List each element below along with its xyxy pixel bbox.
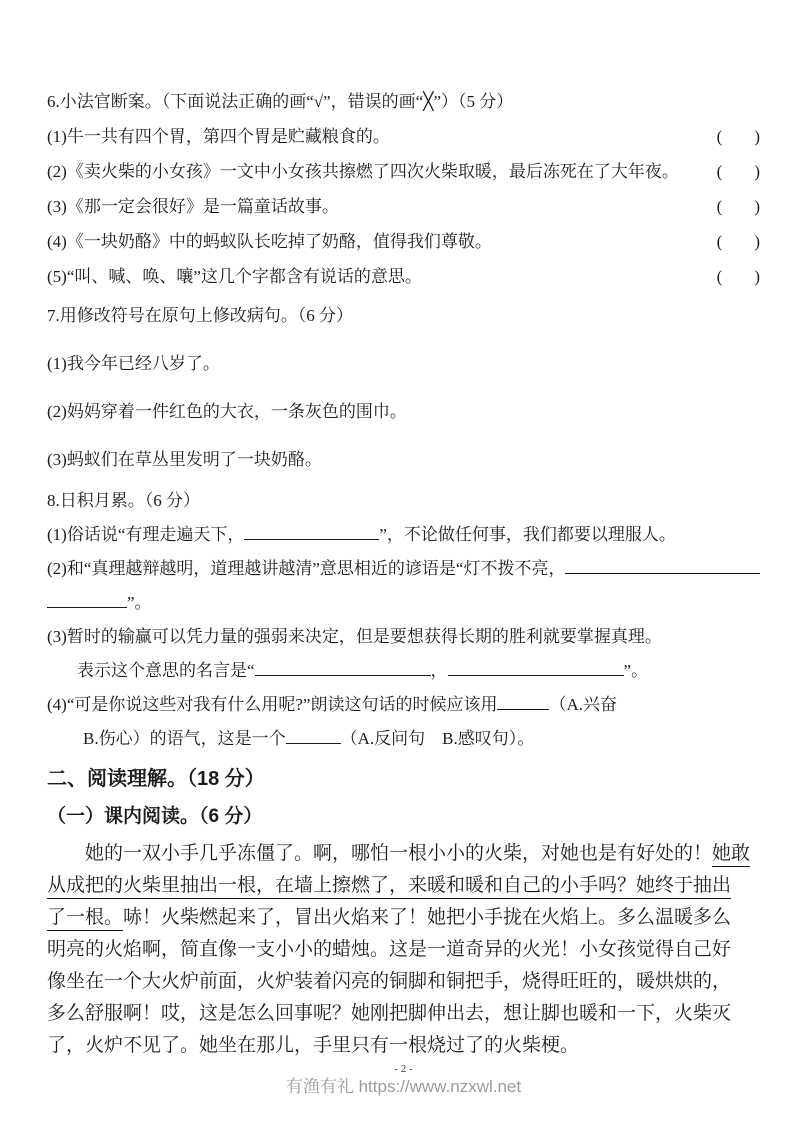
q8-item-3-cont-pre: 表示这个意思的名言是“ [77,661,255,680]
passage-text: 像坐在一个大火炉前面，火炉装着闪亮的铜脚和铜把手，烧得旺旺的，暖烘烘的， [47,971,732,992]
q8-item-2 [47,552,760,586]
q7-item-1: (1)我今年已经八岁了。 [47,354,220,373]
bracket-open: ( [716,197,723,216]
answer-blank [286,728,341,744]
bracket-open: ( [716,232,723,251]
page-footer [47,1063,760,1098]
bracket-close: ) [754,162,760,181]
answer-blank [244,524,379,540]
passage-line [47,1030,760,1062]
passage-line [47,838,760,870]
passage-line [47,902,760,934]
q8-item-4 [47,688,760,722]
passage-line [47,998,760,1030]
q8-item-2-cont-text: ”。 [127,593,152,612]
passage-text: 明亮的火焰啊，简直像一支小小的蜡烛。这是一道奇异的火光！小女孩觉得自己好 [47,939,732,960]
q8-item-4-cont-pre: B.伤心）的语气，这是一个 [83,729,286,748]
q6-item-2 [47,154,760,189]
q8-item-1-post: ”，不论做任何事，我们都要以理服人。 [379,525,676,544]
q8-title: 8.日积月累。（6 分） [47,491,200,510]
bracket-close: ) [754,127,760,146]
bracket-close: ) [754,267,760,286]
passage-underlined-text: 了一根。 [47,907,123,931]
answer-bracket [711,224,760,259]
passage-line [47,934,760,966]
q6-item-3-text: (3)《那一定会很好》是一篇童话故事。 [47,197,339,216]
q6-item-4-text: (4)《一块奶酪》中的蚂蚁队长吃掉了奶酪，值得我们尊敬。 [47,232,492,251]
answer-bracket [711,189,760,224]
passage-text: 哧！火柴燃起来了，冒出火焰来了！她把小手拢在火焰上。多么温暖多么 [123,907,732,928]
answer-blank [565,558,760,574]
passage-line [47,966,760,998]
passage-line [47,870,760,902]
q7-item-3: (3)蚂蚁们在草丛里发明了一块奶酪。 [47,450,322,469]
answer-bracket [711,259,760,294]
q8-item-2-pre: (2)和“真理越辩越明，道理越讲越清”意思相近的谚语是“灯不拨不亮， [47,559,566,578]
watermark-text: 有渔有礼 https://www.nzxwl.net [285,1077,522,1096]
answer-blank [47,592,127,608]
q6-item-1 [47,119,760,154]
q8-item-1-pre: (1)俗话说“有理走遍天下， [47,525,245,544]
passage-underlined-text: 她敢 [712,843,750,867]
bracket-open: ( [716,162,723,181]
passage-text: 她的一双小手几乎冻僵了。啊，哪怕一根小小的火柴，对她也是有好处的！ [85,843,713,864]
answer-blank [255,660,431,676]
q6-item-1-text: (1)牛一共有四个胃，第四个胃是贮藏粮食的。 [47,127,390,146]
bracket-open: ( [716,267,723,286]
q8-item-3: (3)暂时的输赢可以凭力量的强弱来决定，但是要想获得长期的胜利就要掌握真理。 [47,627,662,646]
q6-item-5-text: (5)“叫、喊、唤、嚷”这几个字都含有说话的意思。 [47,267,422,286]
q6-item-5 [47,259,760,294]
answer-bracket [711,154,760,189]
bracket-close: ) [754,197,760,216]
page-number: - 2 - [394,1063,413,1075]
q8-item-3-cont-mid: ， [430,661,448,680]
q6-item-4 [47,224,760,259]
q7-title: 7.用修改符号在原句上修改病句。（6 分） [47,306,353,325]
q8-item-4-pre: (4)“可是你说这些对我有什么用呢?”朗读这句话的时候应该用 [47,695,498,714]
q8-item-3-cont [47,654,760,688]
answer-bracket [711,119,760,154]
passage-text: 了，火炉不见了。她坐在那儿，手里只有一根烧过了的火柴梗。 [47,1035,580,1056]
passage-text: 多么舒服啊！哎，这是怎么回事呢？她刚把脚伸出去，想让脚也暖和一下，火柴灭 [47,1003,732,1024]
q8-item-4-cont [47,722,760,756]
reading-passage [47,838,760,1062]
answer-blank [497,694,549,710]
q8-item-2-cont [47,586,760,620]
part2-subheading: （一）课内阅读。（6 分） [47,806,263,827]
answer-blank [448,660,624,676]
bracket-open: ( [716,127,723,146]
bracket-close: ) [754,232,760,251]
q8-item-4-post: （A.兴奋 [549,695,617,714]
q8-item-4-cont-post: （A.反问句 B.感叹句）。 [340,729,535,748]
q7-item-2: (2)妈妈穿着一件红色的大衣，一条灰色的围巾。 [47,402,407,421]
q8-item-3-cont-post: ”。 [623,661,649,680]
q6-item-3 [47,189,760,224]
q8-item-1 [47,518,760,552]
part2-heading: 二、阅读理解。（18 分） [47,768,265,790]
passage-underlined-text: 从成把的火柴里抽出一根，在墙上擦燃了，来暖和暖和自己的小手吗？她终于抽出 [47,875,731,899]
q6-item-2-text: (2)《卖火柴的小女孩》一文中小女孩共擦燃了四次火柴取暖，最后冻死在了大年夜。 [47,162,679,181]
q6-title: 6.小法官断案。（下面说法正确的画“√”，错误的画“╳”）（5 分） [47,92,514,111]
